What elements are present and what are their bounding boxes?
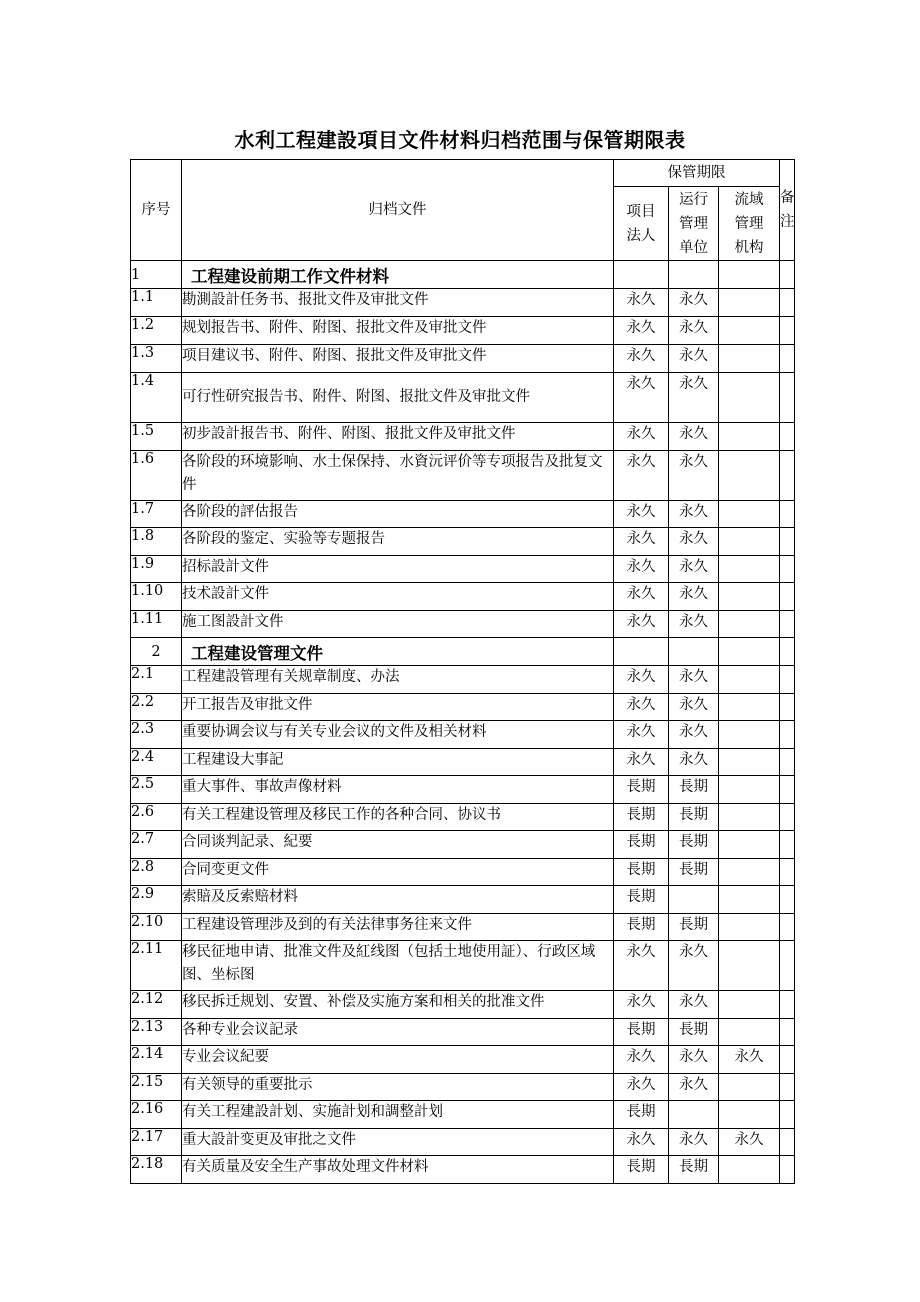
table-row — [131, 611, 795, 638]
period-basin — [719, 776, 780, 804]
period-owner: 長期 — [614, 859, 669, 886]
remark-cell — [780, 638, 795, 666]
document-name: 重大設計变更及审批之文件 — [182, 1129, 614, 1156]
period-ops: 長期 — [669, 776, 719, 804]
document-name: 项目建议书、附件、附图、报批文件及审批文件 — [182, 345, 614, 373]
period-ops: 永久 — [669, 1129, 719, 1156]
remark-cell — [780, 289, 795, 317]
document-name: 专业会议紀要 — [182, 1046, 614, 1074]
remark-cell — [780, 345, 795, 373]
period-owner: 長期 — [614, 776, 669, 804]
row-number: 1.10 — [131, 583, 182, 611]
header-remark-text: 备 注 — [780, 190, 795, 230]
table-row — [131, 289, 795, 317]
period-owner: 永久 — [614, 423, 669, 451]
remark-cell — [780, 749, 795, 776]
row-number: 2.12 — [131, 991, 182, 1019]
table-row — [131, 831, 795, 859]
table-row — [131, 423, 795, 451]
period-owner: 長期 — [614, 804, 669, 831]
table-row — [131, 1046, 795, 1074]
period-basin — [719, 423, 780, 451]
table-row — [131, 451, 795, 501]
period-ops: 長期 — [669, 914, 719, 941]
document-name: 重大事件、事故声像材料 — [182, 776, 614, 804]
header-owner-text: 项目 法人 — [626, 203, 656, 244]
period-basin — [719, 694, 780, 721]
table-row — [131, 886, 795, 914]
header-ops — [669, 187, 719, 261]
remark-cell — [780, 528, 795, 556]
period-ops: 長期 — [669, 1156, 719, 1184]
period-basin — [719, 501, 780, 528]
document-name: 初步設計报告书、附件、附图、报批文件及审批文件 — [182, 423, 614, 451]
document-name: 工程建设管理涉及到的有关法律事务往来文件 — [182, 914, 614, 941]
period-ops — [669, 261, 719, 289]
period-owner: 長期 — [614, 1156, 669, 1184]
header-owner — [614, 187, 669, 261]
period-owner: 永久 — [614, 501, 669, 528]
document-name: 各种专业会议記录 — [182, 1019, 614, 1046]
period-basin — [719, 261, 780, 289]
table-row — [131, 991, 795, 1019]
period-owner — [614, 261, 669, 289]
row-number: 2.11 — [131, 941, 182, 991]
period-owner: 永久 — [614, 1129, 669, 1156]
row-number: 2.15 — [131, 1074, 182, 1101]
table-row — [131, 583, 795, 611]
table-row — [131, 1101, 795, 1129]
period-ops: 永久 — [669, 345, 719, 373]
document-name: 开工报告及审批文件 — [182, 694, 614, 721]
period-owner: 永久 — [614, 694, 669, 721]
period-owner — [614, 638, 669, 666]
row-number: 2.6 — [131, 804, 182, 831]
period-ops — [669, 638, 719, 666]
period-ops: 永久 — [669, 991, 719, 1019]
row-number: 2.17 — [131, 1129, 182, 1156]
period-basin — [719, 1156, 780, 1184]
document-name: 索賠及反索赔材料 — [182, 886, 614, 914]
period-owner: 永久 — [614, 611, 669, 638]
remark-cell — [780, 1074, 795, 1101]
period-basin — [719, 1074, 780, 1101]
remark-cell — [780, 776, 795, 804]
period-ops: 永久 — [669, 501, 719, 528]
row-number: 2.9 — [131, 886, 182, 914]
period-ops: 長期 — [669, 859, 719, 886]
period-owner: 永久 — [614, 941, 669, 991]
period-owner: 永久 — [614, 1074, 669, 1101]
document-name: 合同谈判記录、紀要 — [182, 831, 614, 859]
table-row — [131, 528, 795, 556]
document-name: 移民拆迁规划、安置、补偿及实施方案和相关的批准文件 — [182, 991, 614, 1019]
remark-cell — [780, 914, 795, 941]
remark-cell — [780, 373, 795, 423]
row-number: 1.9 — [131, 556, 182, 583]
section-number: 1 — [131, 261, 182, 289]
remark-cell — [780, 721, 795, 749]
period-ops: 永久 — [669, 611, 719, 638]
row-number: 1.11 — [131, 611, 182, 638]
period-ops: 永久 — [669, 423, 719, 451]
page-title: 水利工程建設項目文件材料归档范围与保管期限表 — [234, 128, 686, 152]
remark-cell — [780, 694, 795, 721]
remark-cell — [780, 666, 795, 694]
remark-cell — [780, 831, 795, 859]
remark-cell — [780, 991, 795, 1019]
table-row — [131, 556, 795, 583]
period-basin — [719, 721, 780, 749]
remark-cell — [780, 261, 795, 289]
document-name: 移民征地申请、批准文件及紅线图（包括土地使用証）、行政区域图、坐标图 — [182, 941, 614, 991]
document-name: 技术設計文件 — [182, 583, 614, 611]
header-remark — [780, 160, 795, 261]
remark-cell — [780, 556, 795, 583]
period-basin — [719, 317, 780, 345]
table-row — [131, 721, 795, 749]
period-ops: 永久 — [669, 289, 719, 317]
remark-cell — [780, 583, 795, 611]
archive-table — [130, 159, 795, 1184]
section-title: 工程建设管理文件 — [182, 638, 614, 666]
table-row — [131, 1019, 795, 1046]
remark-cell — [780, 859, 795, 886]
row-number: 1.3 — [131, 345, 182, 373]
period-basin — [719, 638, 780, 666]
period-owner: 永久 — [614, 345, 669, 373]
table-row — [131, 373, 795, 423]
document-name: 重要协调会议与有关专业会议的文件及相关材料 — [182, 721, 614, 749]
period-ops: 永久 — [669, 317, 719, 345]
remark-cell — [780, 804, 795, 831]
remark-cell — [780, 1101, 795, 1129]
remark-cell — [780, 886, 795, 914]
period-basin — [719, 611, 780, 638]
row-number: 1.8 — [131, 528, 182, 556]
table-row — [131, 804, 795, 831]
header-doc: 归档文件 — [182, 160, 614, 261]
period-owner: 永久 — [614, 1046, 669, 1074]
header-basin — [719, 187, 780, 261]
period-basin — [719, 886, 780, 914]
header-period: 保管期限 — [614, 160, 780, 187]
period-owner: 永久 — [614, 749, 669, 776]
row-number: 1.6 — [131, 451, 182, 501]
document-name: 有关质量及安全生产事故处理文件材料 — [182, 1156, 614, 1184]
period-owner: 長期 — [614, 1019, 669, 1046]
document-name: 有关工程建设管理及移民工作的各种合同、协议书 — [182, 804, 614, 831]
table-row — [131, 666, 795, 694]
period-owner: 永久 — [614, 289, 669, 317]
period-basin — [719, 289, 780, 317]
period-ops — [669, 886, 719, 914]
period-owner: 永久 — [614, 666, 669, 694]
header-basin-text: 流域 管理 机构 — [734, 191, 764, 256]
period-ops: 永久 — [669, 749, 719, 776]
period-owner: 永久 — [614, 556, 669, 583]
period-owner: 永久 — [614, 991, 669, 1019]
row-number: 2.8 — [131, 859, 182, 886]
section-row — [131, 638, 795, 666]
period-owner: 永久 — [614, 721, 669, 749]
period-basin — [719, 556, 780, 583]
remark-cell — [780, 941, 795, 991]
table-row — [131, 1156, 795, 1184]
table-row — [131, 317, 795, 345]
period-owner: 長期 — [614, 886, 669, 914]
period-basin — [719, 528, 780, 556]
table-row — [131, 694, 795, 721]
period-basin: 永久 — [719, 1046, 780, 1074]
document-name: 规划报告书、附件、附图、报批文件及审批文件 — [182, 317, 614, 345]
document-name: 勘測設計任务书、报批文件及审批文件 — [182, 289, 614, 317]
row-number: 1.7 — [131, 501, 182, 528]
period-basin — [719, 345, 780, 373]
header-seq: 序号 — [131, 160, 182, 261]
row-number: 1.4 — [131, 373, 182, 423]
period-owner: 永久 — [614, 317, 669, 345]
period-basin — [719, 1019, 780, 1046]
table-row — [131, 1129, 795, 1156]
document-name: 招标設計文件 — [182, 556, 614, 583]
period-ops: 永久 — [669, 556, 719, 583]
period-basin — [719, 831, 780, 859]
row-number: 2.4 — [131, 749, 182, 776]
period-ops: 永久 — [669, 694, 719, 721]
section-title: 工程建设前期工作文件材料 — [182, 261, 614, 289]
document-name: 各阶段的环境影响、水土保保持、水資沅评价等专项报告及批复文件 — [182, 451, 614, 501]
remark-cell — [780, 423, 795, 451]
header-ops-text: 运行 管理 单位 — [679, 191, 708, 256]
period-basin — [719, 373, 780, 423]
period-basin — [719, 666, 780, 694]
table-row — [131, 1074, 795, 1101]
row-number: 1.2 — [131, 317, 182, 345]
period-owner: 長期 — [614, 831, 669, 859]
table-row — [131, 941, 795, 991]
remark-cell — [780, 1156, 795, 1184]
period-ops: 永久 — [669, 528, 719, 556]
period-basin — [719, 941, 780, 991]
document-name: 各阶段的評估报告 — [182, 501, 614, 528]
table-body — [131, 261, 795, 1184]
section-number: 2 — [131, 638, 182, 666]
period-ops: 永久 — [669, 666, 719, 694]
period-ops: 長期 — [669, 1019, 719, 1046]
period-owner: 長期 — [614, 1101, 669, 1129]
period-basin — [719, 583, 780, 611]
row-number: 1.5 — [131, 423, 182, 451]
period-basin — [719, 991, 780, 1019]
period-ops: 永久 — [669, 941, 719, 991]
document-name: 有关工程建設計划、实施計划和調整計划 — [182, 1101, 614, 1129]
document-name: 工程建設管理有关规章制度、办法 — [182, 666, 614, 694]
row-number: 2.13 — [131, 1019, 182, 1046]
period-owner: 永久 — [614, 451, 669, 501]
row-number: 2.10 — [131, 914, 182, 941]
row-number: 2.3 — [131, 721, 182, 749]
period-ops: 永久 — [669, 1046, 719, 1074]
table-row — [131, 501, 795, 528]
period-basin — [719, 859, 780, 886]
row-number: 2.16 — [131, 1101, 182, 1129]
period-basin — [719, 451, 780, 501]
period-basin — [719, 1101, 780, 1129]
period-basin — [719, 749, 780, 776]
document-name: 可行性研究报告书、附件、附图、报批文件及审批文件 — [182, 373, 614, 423]
remark-cell — [780, 1046, 795, 1074]
row-number: 2.2 — [131, 694, 182, 721]
remark-cell — [780, 1129, 795, 1156]
document-name: 施工图設計文件 — [182, 611, 614, 638]
remark-cell — [780, 1019, 795, 1046]
table-row — [131, 345, 795, 373]
period-ops: 永久 — [669, 721, 719, 749]
row-number: 1.1 — [131, 289, 182, 317]
period-ops: 長期 — [669, 831, 719, 859]
document-name: 工程建设大事記 — [182, 749, 614, 776]
period-owner: 長期 — [614, 914, 669, 941]
period-owner: 永久 — [614, 373, 669, 423]
period-ops: 永久 — [669, 1074, 719, 1101]
table-row — [131, 776, 795, 804]
remark-cell — [780, 501, 795, 528]
table-row — [131, 859, 795, 886]
row-number: 2.18 — [131, 1156, 182, 1184]
table-row — [131, 749, 795, 776]
row-number: 2.14 — [131, 1046, 182, 1074]
period-ops — [669, 1101, 719, 1129]
document-name: 有关领导的重要批示 — [182, 1074, 614, 1101]
row-number: 2.1 — [131, 666, 182, 694]
period-basin — [719, 804, 780, 831]
period-owner: 永久 — [614, 583, 669, 611]
period-ops: 永久 — [669, 583, 719, 611]
remark-cell — [780, 451, 795, 501]
period-owner: 永久 — [614, 528, 669, 556]
period-ops: 長期 — [669, 804, 719, 831]
period-ops: 永久 — [669, 373, 719, 423]
document-name: 各阶段的鉴定、实验等专题报告 — [182, 528, 614, 556]
period-basin — [719, 914, 780, 941]
period-ops: 永久 — [669, 451, 719, 501]
table-row — [131, 914, 795, 941]
document-name: 合同变更文件 — [182, 859, 614, 886]
row-number: 2.7 — [131, 831, 182, 859]
remark-cell — [780, 611, 795, 638]
remark-cell — [780, 317, 795, 345]
period-basin: 永久 — [719, 1129, 780, 1156]
section-row — [131, 261, 795, 289]
row-number: 2.5 — [131, 776, 182, 804]
